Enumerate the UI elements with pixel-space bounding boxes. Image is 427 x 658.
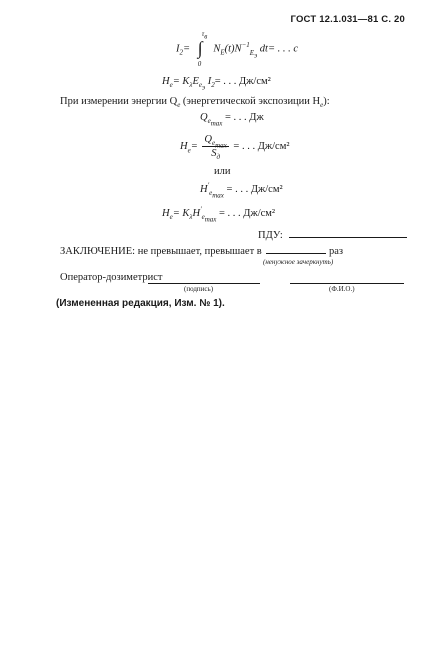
operator-row <box>60 272 162 283</box>
fio-line[interactable] <box>290 283 404 284</box>
signature-line[interactable] <box>148 283 260 284</box>
formula-hprime-max: $H'_{e_{max}}$ = . . . Дж/см² <box>200 181 283 200</box>
operator-label: Оператор-дозиметрист <box>60 272 163 283</box>
formula-i2: $I_2=$ ∫ $\tau_в$ 0 $N_E(t)N^{-1}_{E_э}$ dt= . . . с <box>176 30 299 68</box>
formula-he: $H_е= K_\lambda E_{e_э}$ $I_2=$ . . . Дж/см² <box>162 76 271 92</box>
fio-label: (Ф.И.О.) <box>329 285 355 293</box>
fraction: $\frac{Q_{e_{max}}}{S_д}$ <box>204 134 227 162</box>
or-label: или <box>214 166 231 177</box>
conclusion-field[interactable] <box>266 253 326 254</box>
formula-he-fraction: $H_е=$ $\frac{Q_{e_{max}}}{S_д}$ = . . . Дж/см² <box>180 134 290 162</box>
conclusion-unit: раз <box>329 246 344 257</box>
pdu-label: ПДУ: <box>258 230 283 241</box>
page-header: ГОСТ 12.1.031—81 С. 20 <box>290 14 405 25</box>
conclusion-text: ЗАКЛЮЧЕНИЕ: не превышает, превышает в <box>60 246 262 257</box>
formula-he-k: $H_е= K_\lambda H'_{e_{max}}$ = . . . Дж/см² <box>162 205 276 224</box>
pdu-field[interactable] <box>289 237 407 238</box>
conclusion-note: (ненужное зачеркнуть) <box>263 258 334 266</box>
pdu-row <box>258 230 407 241</box>
conclusion-row <box>60 246 343 257</box>
energy-intro: При измерении энергии $Q_е$ (энергетической экспозиции $H_е$): <box>60 96 330 110</box>
integral-symbol: ∫ $\tau_в$ 0 <box>197 30 208 68</box>
formula-q-max: $Q_{е_{max}}$ = . . . Дж <box>200 112 264 128</box>
signature-label: (подпись) <box>184 285 214 293</box>
revision-note: (Измененная редакция, Изм. № 1). <box>56 298 225 309</box>
